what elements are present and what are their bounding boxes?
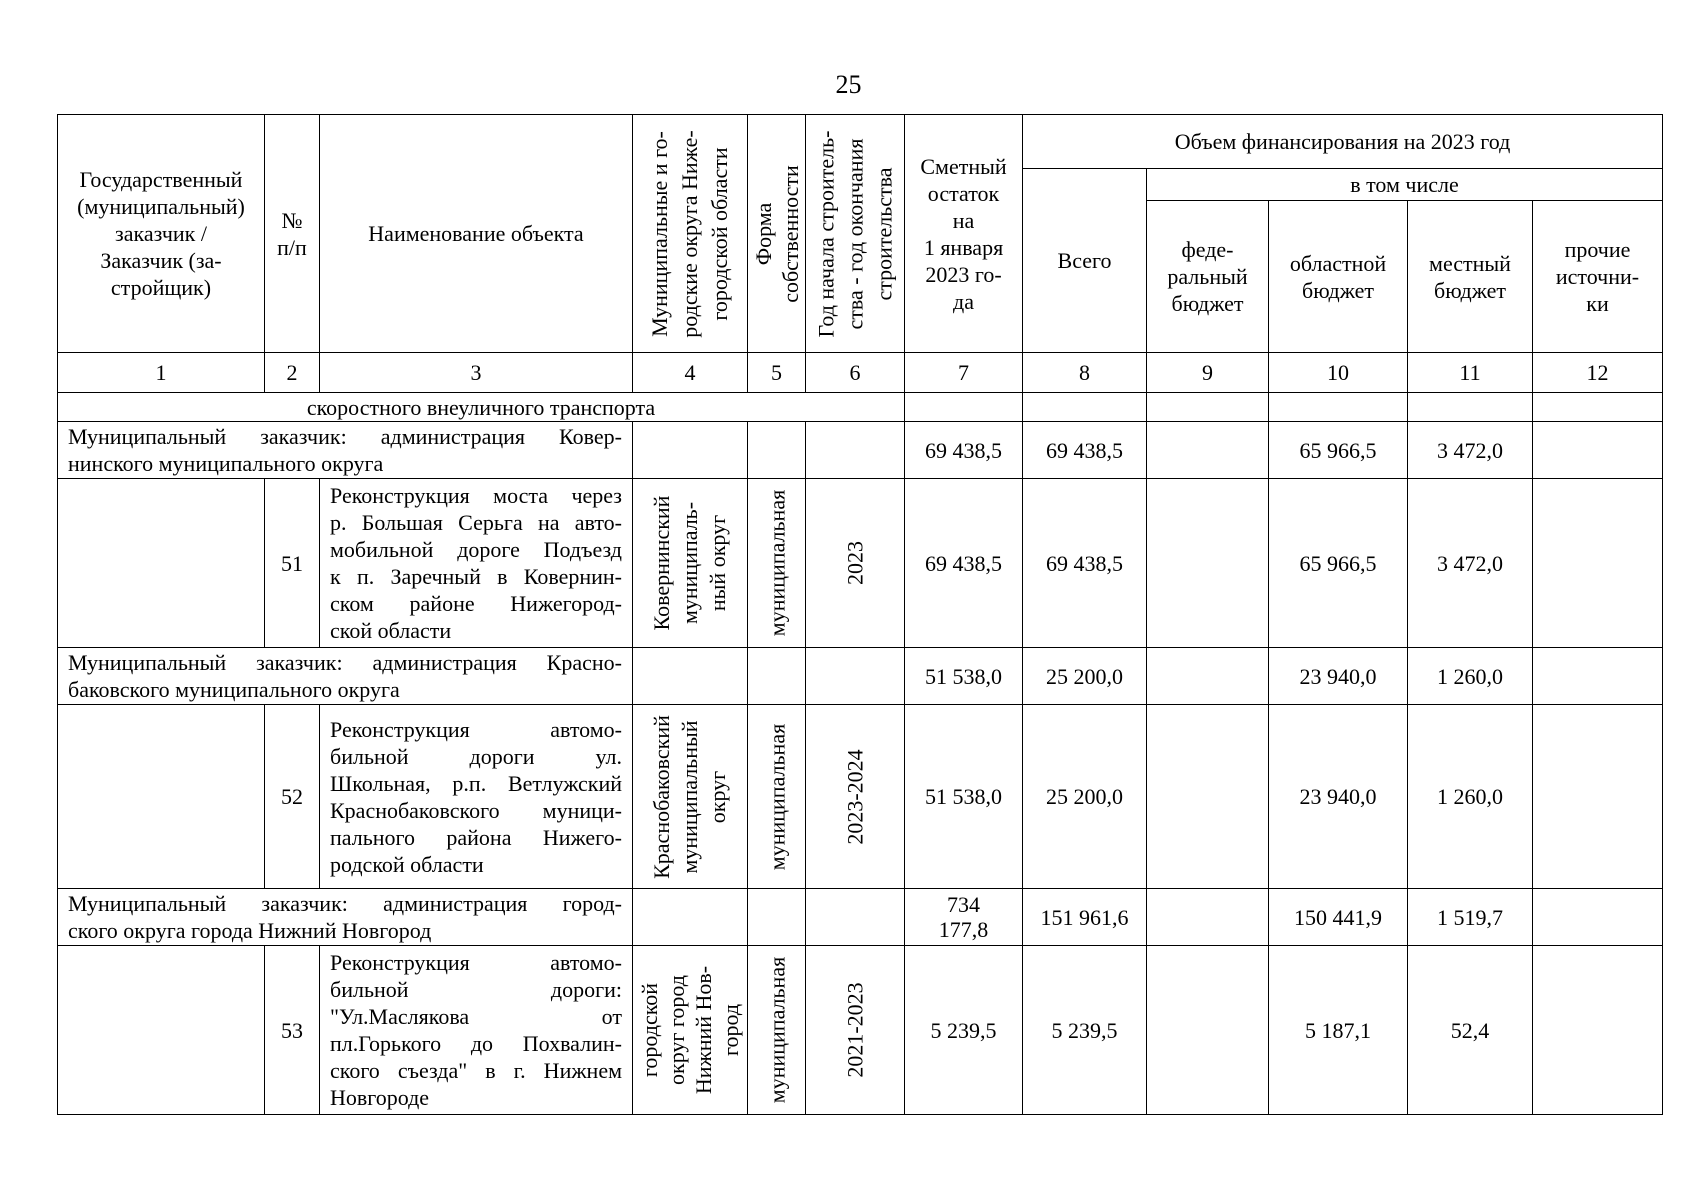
local-budget: 1 260,0 [1408,648,1533,705]
header-estimate-line: 2023 го- [925,261,1002,287]
object-number: 52 [265,705,320,889]
header-customer-line: стройщик) [110,275,212,300]
object-years [806,479,905,648]
empty-cell [806,648,905,705]
header-other-line: прочие [1564,237,1631,262]
empty-cell [748,422,806,479]
customer-name [58,422,633,479]
header-other-line: ки [1586,291,1609,316]
local-budget: 3 472,0 [1408,422,1533,479]
empty-cell [748,648,806,705]
header-including: в том числе [1147,169,1663,201]
object-ownership [748,946,806,1115]
header-estimate-line: остаток [927,180,1000,206]
object-ownership [748,705,806,889]
federal-budget [1147,479,1269,648]
local-budget: 1 260,0 [1408,705,1533,889]
header-financing: Объем финансирования на 2023 год [1023,115,1663,169]
header-estimate-balance [905,115,1023,353]
column-number: 10 [1269,353,1408,393]
financing-total: 151 961,6 [1023,889,1147,946]
object-number: 53 [265,946,320,1115]
object-name-line: бильной дороги ул. [330,743,622,769]
district-line: ный округ [705,514,730,612]
header-other-line: источни- [1555,264,1640,289]
object-years [806,946,905,1115]
header-local-line: местный [1429,250,1511,276]
estimate-balance-line: 734 [947,892,980,917]
object-name [320,479,633,648]
empty-cell [748,889,806,946]
empty-cell [1269,393,1408,422]
district-line: Ковернинский [649,495,674,631]
object-name-line: "Ул.Маслякова от [330,1004,622,1029]
federal-budget [1147,705,1269,889]
customer-name-line: Муниципальный заказчик: администрация Красно- [68,650,622,675]
header-object-name: Наименование объекта [320,115,633,353]
header-customer-line: Заказчик (за- [100,248,222,273]
object-name-line: Новгороде [330,1085,430,1110]
column-number: 8 [1023,353,1147,393]
local-budget: 1 519,7 [1408,889,1533,946]
header-regional-budget [1269,201,1408,353]
years-text: 2021-2023 [842,982,868,1078]
object-row [58,479,1663,648]
object-row [58,705,1663,889]
object-name-line: ском районе Нижегород- [330,591,622,616]
estimate-balance: 51 538,0 [905,648,1023,705]
continuation-row [58,393,1663,422]
header-years-line: строительства [871,166,897,301]
object-name-line: Реконструкция моста через [330,483,622,508]
object-name-line: Реконструкция автомо- [330,716,622,742]
other-sources [1533,422,1663,479]
object-name-line: бильной дороги: [330,977,622,1002]
financing-total: 69 438,5 [1023,422,1147,479]
years-text: 2023-2024 [842,748,868,845]
object-name-line: Школьная, р.п. Ветлужский [330,770,622,796]
financing-total: 69 438,5 [1023,479,1147,648]
column-number: 3 [320,353,633,393]
column-number: 6 [806,353,905,393]
header-regional-line: областной [1289,250,1387,276]
years-text: 2023 [842,541,868,585]
estimate-balance [905,889,1023,946]
district-line: город [718,1003,743,1057]
header-ownership-line: Форма [750,202,776,265]
other-sources [1533,889,1663,946]
object-name-line: р. Большая Серьга на авто- [330,510,622,535]
header-row-1 [58,115,1663,169]
empty-cell [58,946,265,1115]
header-years-line: ства - год окончания [842,138,868,329]
header-estimate-line: Сметный [920,153,1007,179]
regional-budget: 65 966,5 [1269,422,1408,479]
district-line: муниципаль- [677,501,702,625]
estimate-balance: 5 239,5 [905,946,1023,1115]
column-number: 4 [633,353,748,393]
district-line: округ [705,770,730,823]
header-estimate-line: да [953,288,974,314]
empty-cell [58,705,265,889]
header-customer [58,115,265,353]
object-name [320,946,633,1115]
customer-name-line: баковского муниципального округа [68,677,400,702]
other-sources [1533,479,1663,648]
financing-table [57,114,1663,1115]
column-number: 7 [905,353,1023,393]
object-name-line: Краснобаковского муници- [330,797,622,823]
empty-cell [1147,393,1269,422]
customer-name-line: Муниципальный заказчик: администрация Ковер- [68,424,622,449]
header-district-line: родские округа Ниже- [677,129,702,338]
object-name-line: ского съезда" в г. Нижнем [330,1058,622,1083]
object-name [320,705,633,889]
local-budget: 52,4 [1408,946,1533,1115]
header-customer-line: (муниципальный) [77,194,245,219]
regional-budget: 150 441,9 [1269,889,1408,946]
empty-cell [806,422,905,479]
other-sources [1533,648,1663,705]
header-federal-line: феде- [1181,237,1234,262]
header-federal-line: ральный [1167,264,1248,289]
federal-budget [1147,648,1269,705]
column-number: 1 [58,353,265,393]
district-line: Нижний Нов- [691,965,716,1095]
object-name-line: Реконструкция автомо- [330,950,622,975]
regional-budget: 23 940,0 [1269,648,1408,705]
other-sources [1533,946,1663,1115]
header-number-line: № [281,207,303,233]
district-line: округ город [664,975,689,1085]
regional-budget: 5 187,1 [1269,946,1408,1115]
customer-name-line: ского округа города Нижний Новгород [68,918,432,943]
header-district [633,115,748,353]
customer-row [58,889,1663,946]
customer-name [58,648,633,705]
header-customer-line: заказчик / [115,221,207,246]
header-years [806,115,905,353]
regional-budget: 23 940,0 [1269,705,1408,889]
ownership-text: муниципальная [764,489,789,637]
estimate-balance: 69 438,5 [905,479,1023,648]
object-name-line: ской области [330,618,452,643]
page-number: 25 [835,70,862,99]
empty-cell [58,479,265,648]
financing-total: 25 200,0 [1023,705,1147,889]
estimate-balance-line: 177,8 [938,917,989,942]
header-federal-line: бюджет [1171,291,1244,316]
estimate-balance: 69 438,5 [905,422,1023,479]
column-number: 12 [1533,353,1663,393]
empty-cell [633,648,748,705]
object-name-line: родской области [330,851,484,877]
column-number: 11 [1408,353,1533,393]
object-number: 51 [265,479,320,648]
empty-cell [633,889,748,946]
financing-total: 25 200,0 [1023,648,1147,705]
customer-name [58,889,633,946]
continuation-text: скоростного внеуличного транспорта [58,393,905,422]
header-ownership-line: собственности [777,164,803,303]
empty-cell [633,422,748,479]
header-regional-line: бюджет [1302,277,1374,303]
column-number: 9 [1147,353,1269,393]
district-line: городской [637,982,662,1078]
customer-row [58,648,1663,705]
federal-budget [1147,946,1269,1115]
header-district-line: Муниципальные и го- [647,130,672,337]
customer-row [58,422,1663,479]
header-number-line: п/п [277,234,307,260]
customer-name-line: нинского муниципального округа [68,451,384,476]
empty-cell [1408,393,1533,422]
header-customer-line: Государственный [79,167,243,192]
column-number: 2 [265,353,320,393]
header-total: Всего [1023,169,1147,353]
header-ownership [748,115,806,353]
financing-total: 5 239,5 [1023,946,1147,1115]
empty-cell [905,393,1023,422]
object-name-line: пального района Нижего- [330,824,622,850]
header-local-line: бюджет [1434,277,1506,303]
local-budget: 3 472,0 [1408,479,1533,648]
object-ownership [748,479,806,648]
header-federal-budget [1147,201,1269,353]
column-number: 5 [748,353,806,393]
header-district-line: городской области [707,146,732,321]
header-estimate-line: 1 января [923,234,1004,260]
object-name-line: пл.Горького до Похвалин- [330,1031,622,1056]
object-years [806,705,905,889]
object-district [633,479,748,648]
object-name-line: мобильной дороге Подъезд [330,537,622,562]
object-name-line: к п. Заречный в Ковернин- [330,564,622,589]
empty-cell [1533,393,1663,422]
column-numbers-row [58,353,1663,393]
district-line: Краснобаковский [649,714,674,879]
federal-budget [1147,889,1269,946]
regional-budget: 65 966,5 [1269,479,1408,648]
header-estimate-line: на [952,207,975,233]
estimate-balance: 51 538,0 [905,705,1023,889]
customer-name-line: Муниципальный заказчик: администрация город- [68,891,622,916]
federal-budget [1147,422,1269,479]
header-local-budget [1408,201,1533,353]
object-row [58,946,1663,1115]
empty-cell [806,889,905,946]
object-district [633,705,748,889]
object-district [633,946,748,1115]
header-years-line: Год начала строитель- [813,130,839,337]
header-other-sources [1533,201,1663,353]
ownership-text: муниципальная [764,956,789,1104]
ownership-text: муниципальная [764,723,789,870]
header-number [265,115,320,353]
other-sources [1533,705,1663,889]
district-line: муниципальный [677,719,702,874]
empty-cell [1023,393,1147,422]
